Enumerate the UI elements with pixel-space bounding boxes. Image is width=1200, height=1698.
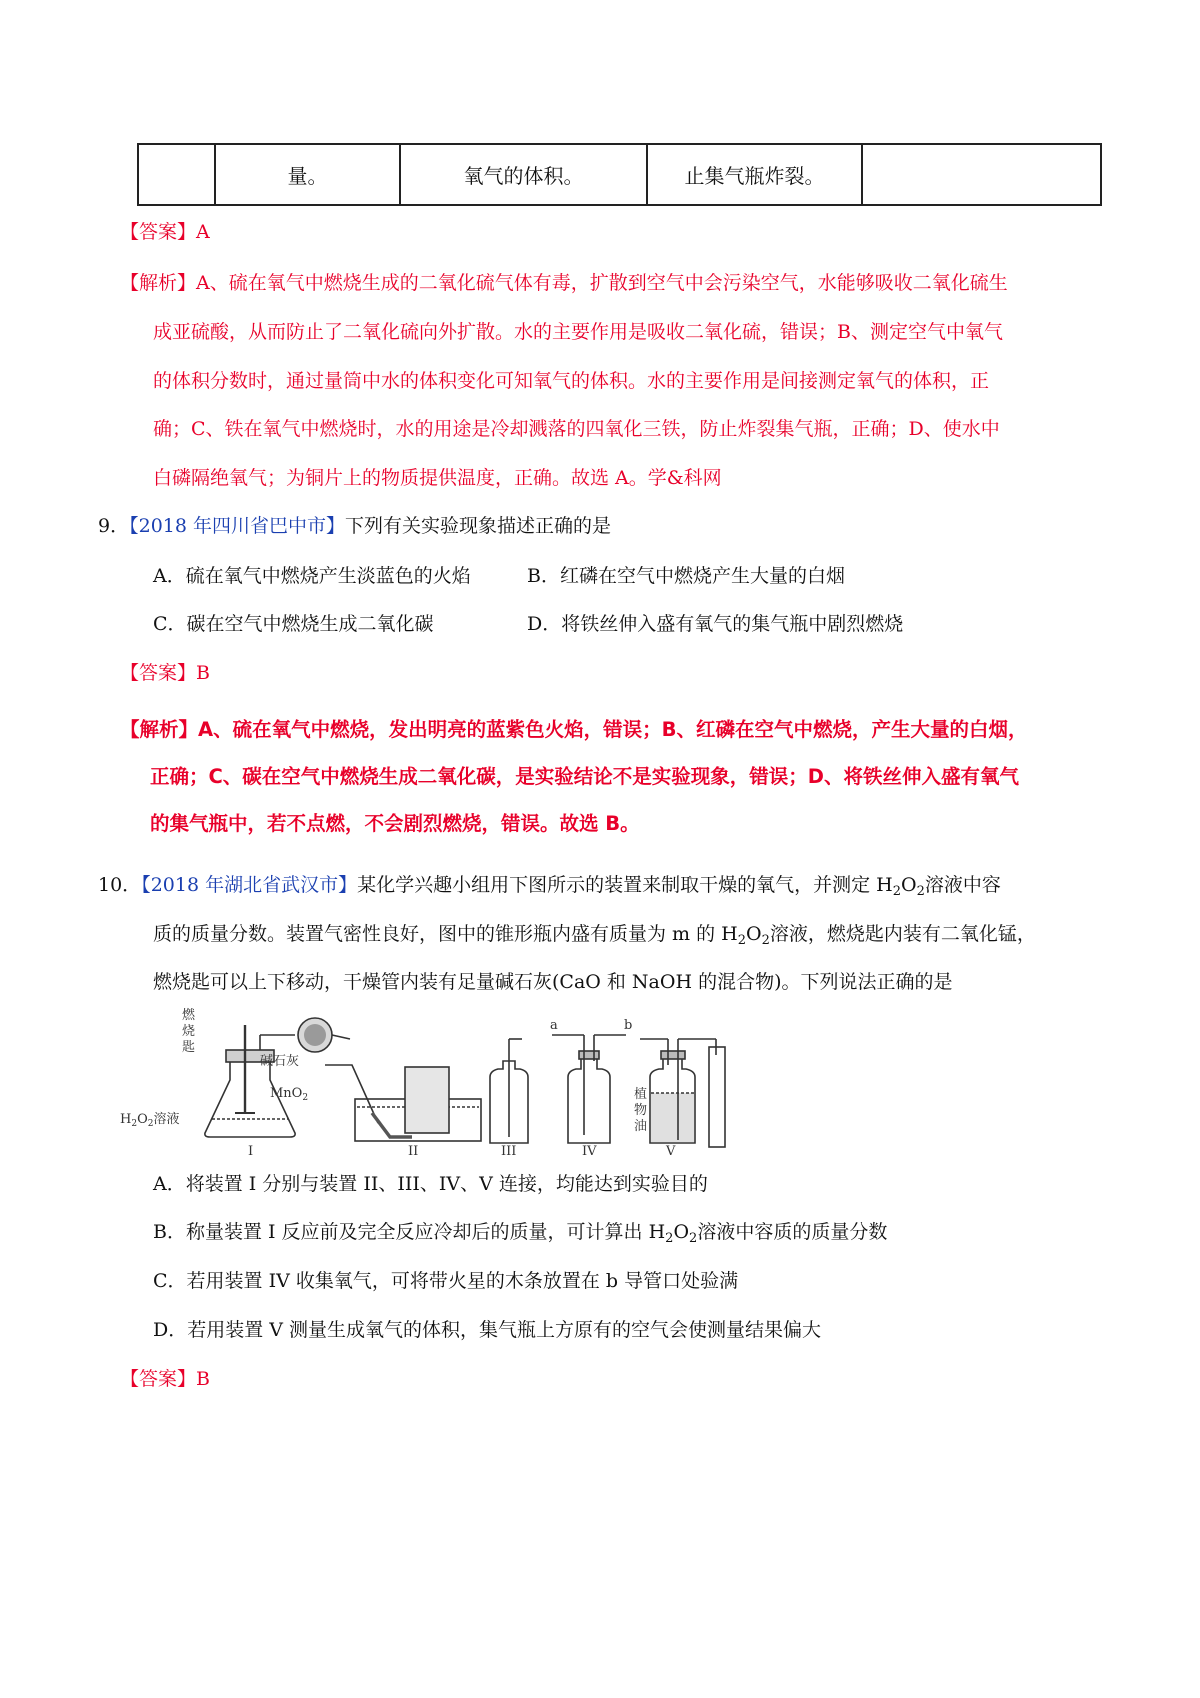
q10-option-c: C．若用装置 IV 收集氧气，可将带火星的木条放置在 b 导管口处验满 — [153, 1270, 739, 1292]
apparatus-i — [205, 1018, 350, 1137]
q9-option-d: D．将铁丝伸入盛有氧气的集气瓶中剧烈燃烧 — [527, 613, 904, 635]
q10-stem-line-2 — [153, 920, 1036, 948]
subscript: 2 — [916, 884, 925, 899]
subscript: 2 — [665, 1231, 674, 1246]
q9-analysis-line-1 — [120, 716, 1027, 744]
question-text: 溶液中容 — [924, 874, 1001, 896]
question-text: 某化学兴趣小组用下图所示的装置来制取干燥的氧气，并测定 H — [357, 874, 893, 896]
question-source: 2018 年四川省巴中市 — [138, 515, 327, 537]
subscript: 2 — [689, 1231, 698, 1246]
question-text: O — [746, 923, 762, 945]
q9-option-b: B．红磷在空气中燃烧产生大量的白烟 — [527, 565, 845, 587]
option-text: 溶液中容质的质量分数 — [697, 1221, 888, 1243]
roman-label: V — [666, 1144, 676, 1155]
subscript: 2 — [761, 933, 770, 948]
source-bracket: 【 — [129, 515, 139, 537]
question-number: 10． — [98, 874, 142, 896]
source-bracket: 】 — [338, 874, 358, 896]
question-text: 质的质量分数。装置气密性良好，图中的锥形瓶内盛有质量为 m 的 H — [153, 923, 738, 945]
answer-tag: 【答案】 — [120, 1368, 197, 1390]
option-text: O — [673, 1221, 690, 1243]
q10-option-d: D．若用装置 V 测量生成氧气的体积，集气瓶上方原有的空气会使测量结果偏大 — [153, 1319, 822, 1341]
analysis-text: A、硫在氧气中燃烧，发出明亮的蓝紫色火焰，错误；B、红磷在空气中燃烧，产生大量的白烟， — [198, 718, 1028, 741]
question-source: 2018 年湖北省武汉市 — [150, 874, 339, 896]
q9-stem — [98, 512, 611, 540]
table-cell: 氧气的体积。 — [400, 144, 647, 205]
continuation-table — [137, 143, 1102, 206]
answer-tag: 【答案】 — [120, 662, 197, 684]
answer-value: B — [196, 1368, 210, 1390]
table-cell: 量。 — [215, 144, 400, 205]
question-number: 9． — [98, 515, 130, 537]
q8-analysis-line-1 — [120, 269, 1008, 297]
label-oil: 植 — [634, 1087, 648, 1102]
apparatus-iv — [552, 1035, 626, 1143]
label-soda-lime: 碱石灰 — [260, 1054, 300, 1069]
q8-analysis-line-4: 确；C、铁在氧气中燃烧时，水的用途是冷却溅落的四氧化三铁，防止炸裂集气瓶，正确；D、使水中 — [153, 418, 1000, 440]
source-bracket: 】 — [326, 515, 346, 537]
label-spoon: 烧 — [182, 1024, 196, 1039]
table-cell: 止集气瓶炸裂。 — [647, 144, 862, 205]
label-b: b — [624, 1018, 633, 1033]
label-oil: 物 — [634, 1103, 648, 1118]
q9-analysis-line-3: 的集气瓶中，若不点燃，不会剧烈燃烧，错误。故选 B。 — [150, 812, 640, 835]
label-oil: 油 — [634, 1119, 648, 1134]
analysis-tag: 【解析】 — [120, 718, 199, 741]
q9-answer — [120, 659, 210, 687]
table-row — [138, 144, 1101, 205]
apparatus-v — [640, 1039, 725, 1147]
table-cell — [862, 144, 1101, 205]
q8-analysis-line-5: 白磷隔绝氧气；为铜片上的物质提供温度，正确。故选 A。学&科网 — [153, 467, 722, 489]
source-bracket: 【 — [141, 874, 151, 896]
question-text: 溶液，燃烧匙内装有二氧化锰， — [769, 923, 1036, 945]
apparatus-iii — [490, 1039, 528, 1143]
q10-stem-line-3: 燃烧匙可以上下移动，干燥管内装有足量碱石灰(CaO 和 NaOH 的混合物)。下列说法正确的是 — [153, 971, 953, 993]
apparatus-figure — [120, 995, 760, 1155]
label-spoon: 匙 — [182, 1040, 196, 1055]
label-h2o2: $H_2O_2$溶液 — [120, 1112, 180, 1129]
analysis-text: A、硫在氧气中燃烧生成的二氧化硫气体有毒，扩散到空气中会污染空气，水能够吸收二氧化硫生 — [196, 272, 1008, 294]
question-text: O — [901, 874, 917, 896]
label-a: a — [550, 1018, 558, 1033]
label-spoon: 燃 — [182, 1008, 196, 1023]
question-text: 下列有关实验现象描述正确的是 — [345, 515, 612, 537]
roman-label: II — [408, 1144, 419, 1155]
subscript: 2 — [737, 933, 746, 948]
roman-label: IV — [582, 1144, 597, 1155]
subscript: 2 — [892, 884, 902, 899]
analysis-tag: 【解析】 — [120, 272, 197, 294]
q10-answer — [120, 1365, 210, 1393]
answer-value: B — [196, 662, 210, 684]
q9-analysis-line-2: 正确；C、碳在空气中燃烧生成二氧化碳，是实验结论不是实验现象，错误；D、将铁丝伸入盛有氧气 — [150, 765, 1019, 788]
q10-option-a: A．将装置 I 分别与装置 II、III、IV、V 连接，均能达到实验目的 — [153, 1173, 708, 1195]
label-mno2: MnO$_2$ — [270, 1086, 309, 1103]
roman-label: I — [248, 1144, 254, 1155]
table-cell — [138, 144, 215, 205]
q8-analysis-line-2: 成亚硫酸，从而防止了二氧化硫向外扩散。水的主要作用是吸收二氧化硫，错误；B、测定空气中氧气 — [153, 321, 1003, 343]
roman-label: III — [501, 1144, 517, 1155]
q8-analysis-line-3: 的体积分数时，通过量筒中水的体积变化可知氧气的体积。水的主要作用是间接测定氧气的体积，正 — [153, 370, 990, 392]
q10-stem-line-1 — [98, 871, 1001, 899]
answer-tag: 【答案】 — [120, 221, 197, 243]
q8-answer — [120, 218, 210, 246]
answer-value: A — [196, 221, 210, 243]
q10-option-b — [153, 1218, 887, 1246]
apparatus-ii — [325, 1065, 481, 1141]
option-text: B．称量装置 I 反应前及完全反应冷却后的质量，可计算出 H — [153, 1221, 666, 1243]
q9-option-a: A．硫在氧气中燃烧产生淡蓝色的火焰 — [153, 565, 471, 587]
q9-option-c: C．碳在空气中燃烧生成二氧化碳 — [153, 613, 434, 635]
